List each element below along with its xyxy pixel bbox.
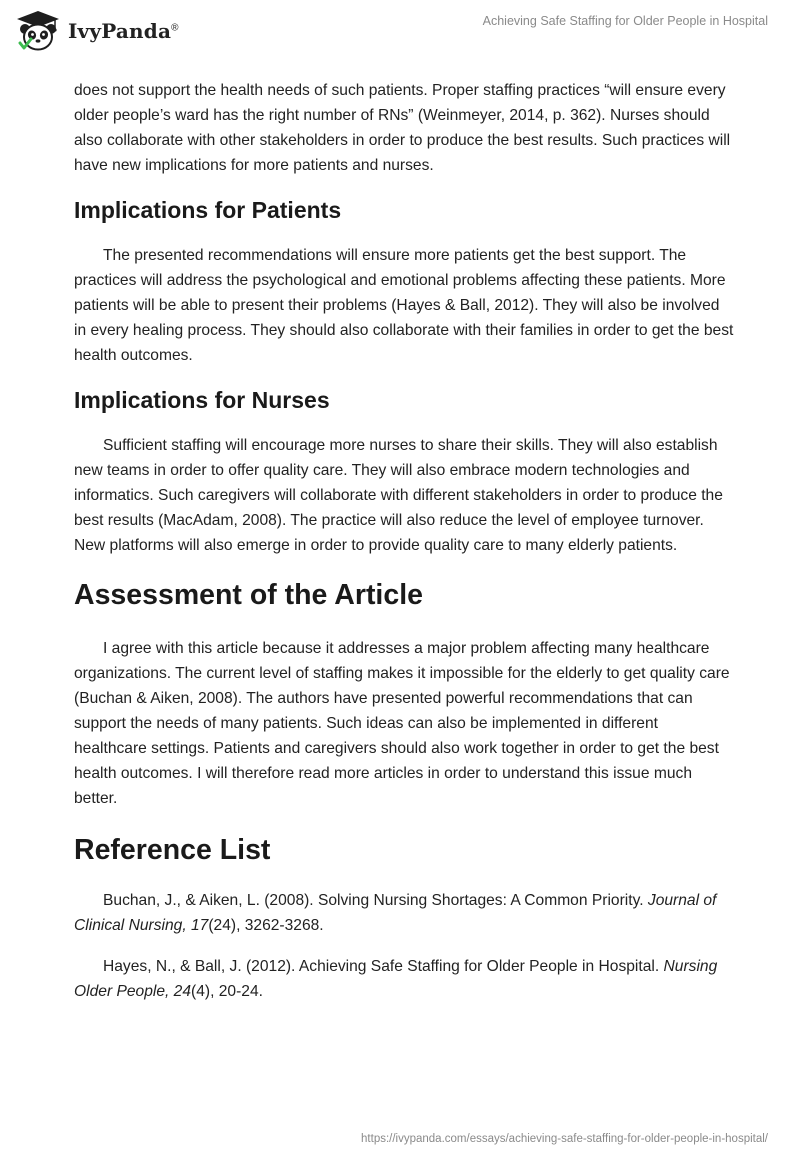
panda-graduate-icon: [14, 9, 62, 53]
heading-implications-patients: Implications for Patients: [74, 197, 342, 223]
paragraph-nurses: Sufficient staffing will encourage more nurses to share their skills. They will also establish new teams in order to offer quality care. They will also embrace modern technologies and informatics. Such caregivers will collaborate with different stakeholders in order to produce the best results (MacAdam, 2008). The practice will also reduce the level of employee turnover. New platforms will also emerge in order to provide quality care to many elderly patients.: [74, 437, 723, 554]
reference-item: Buchan, J., & Aiken, L. (2008). Solving Nursing Shortages: A Common Priority. Journal of Clinical Nursing, 17(24), 3262-3268.: [74, 892, 717, 934]
paragraph-intro: does not support the health needs of such patients. Proper staffing practices “will ensure every older people’s ward has the right number of RNs” (Weinmeyer, 2014, p. 362). Nurses should also collaborate with other stakeholders in order to produce the best results. Such practices will have new implications for more patients and nurses.: [74, 82, 731, 174]
brand-name: IvyPanda®: [68, 19, 179, 43]
reference-item: Hayes, N., & Ball, J. (2012). Achieving Safe Staffing for Older People in Hospital. Nursing Older People, 24(4), 20-24.: [74, 958, 718, 1000]
heading-reference-list: Reference List: [74, 834, 271, 866]
paragraph-patients: The presented recommendations will ensure more patients get the best support. The practices will address the psychological and emotional problems affecting these patients. More patients will be able to present their problems (Hayes & Ball, 2012). They will also be involved in every healing process. They should also collaborate with their families in order to get the best health outcomes.: [74, 247, 734, 364]
heading-implications-nurses: Implications for Nurses: [74, 387, 330, 413]
ivypanda-logo[interactable]: [14, 9, 179, 53]
essay-content: [74, 70, 734, 1004]
heading-assessment: Assessment of the Article: [74, 579, 423, 611]
paragraph-assessment: I agree with this article because it addresses a major problem affecting many healthcare organizations. The current level of staffing makes it impossible for the elderly to get quality care (Buchan & Aiken, 2008). The authors have presented powerful recommendations that can support the needs of many patients. Such ideas can also be implemented in different healthcare settings. Patients and caregivers should also work together in order to get the best health outcomes. I will therefore read more articles in order to understand this issue much better.: [74, 640, 730, 807]
page-header: [0, 0, 800, 70]
document-title: Achieving Safe Staffing for Older People in Hospital: [482, 14, 768, 28]
source-url[interactable]: https://ivypanda.com/essays/achieving-safe-staffing-for-older-people-in-hospital/: [361, 1133, 768, 1145]
